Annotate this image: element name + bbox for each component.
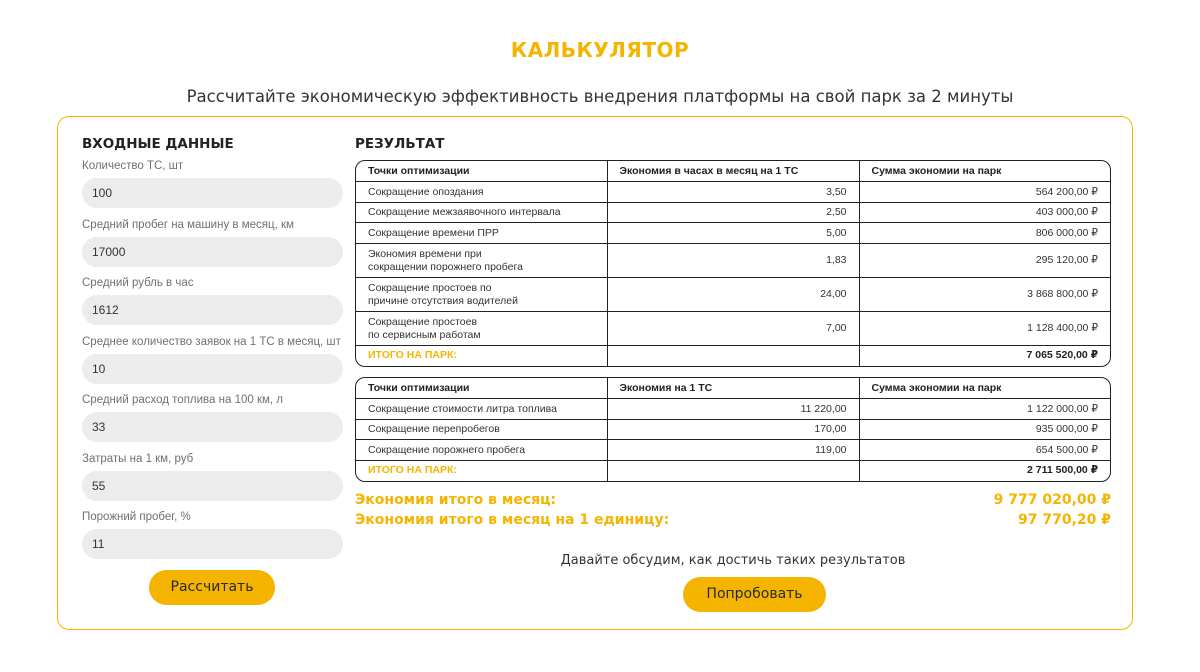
table-row <box>356 440 1110 461</box>
field-label-orders: Среднее количество заявок на 1 ТС в месяц, шт <box>82 336 341 348</box>
row-sum: 403 000,00 ₽ <box>859 203 1110 223</box>
total-label: ИТОГО НА ПАРК: <box>356 346 607 366</box>
table-header-cell: Экономия в часах в месяц на 1 ТС <box>607 161 859 182</box>
row-name-line: сокращении порожнего пробега <box>368 260 523 273</box>
summary-month-label: Экономия итого в месяц: <box>355 492 557 508</box>
mileage-input[interactable] <box>82 237 343 267</box>
row-value: 5,00 <box>607 223 859 244</box>
row-value: 1,83 <box>607 244 859 278</box>
table-row <box>356 182 1110 203</box>
page-subtitle: Рассчитайте экономическую эффективность внедрения платформы на свой парк за 2 минуты <box>186 87 1014 106</box>
row-name: Сокращение порожнего пробега <box>356 440 607 461</box>
row-name-line: причине отсутствия водителей <box>368 294 518 307</box>
field-label-cost-per-km: Затраты на 1 км, руб <box>82 453 194 465</box>
fuel-consumption-input[interactable] <box>82 412 343 442</box>
table-row <box>356 312 1110 346</box>
table-row <box>356 420 1110 440</box>
table-header-cell: Сумма экономии на парк <box>859 161 1110 182</box>
table-row <box>356 203 1110 223</box>
unit-savings-table <box>355 377 1111 482</box>
table-header <box>356 378 1110 399</box>
row-value: 3,50 <box>607 182 859 203</box>
row-name <box>356 278 607 312</box>
row-name: Сокращение опоздания <box>356 182 607 203</box>
row-sum: 295 120,00 ₽ <box>859 244 1110 278</box>
summary-per-unit-label: Экономия итого в месяц на 1 единицу: <box>355 512 670 528</box>
summary-per-unit-value: 97 770,20 ₽ <box>1018 512 1111 528</box>
row-sum: 935 000,00 ₽ <box>859 420 1110 440</box>
row-sum: 1 128 400,00 ₽ <box>859 312 1110 346</box>
row-name-line: по сервисным работам <box>368 328 481 341</box>
row-sum: 3 868 800,00 ₽ <box>859 278 1110 312</box>
empty-mileage-input[interactable] <box>82 529 343 559</box>
row-value: 119,00 <box>607 440 859 461</box>
row-name: Сокращение межзаявочного интервала <box>356 203 607 223</box>
row-name-line: Экономия времени при <box>368 247 482 260</box>
row-value: 24,00 <box>607 278 859 312</box>
row-sum: 654 500,00 ₽ <box>859 440 1110 461</box>
table-row <box>356 244 1110 278</box>
row-name: Сокращение стоимости литра топлива <box>356 399 607 420</box>
row-sum: 1 122 000,00 ₽ <box>859 399 1110 420</box>
table-header-cell: Сумма экономии на парк <box>859 378 1110 399</box>
summary-month-value: 9 777 020,00 ₽ <box>993 492 1111 508</box>
row-value: 7,00 <box>607 312 859 346</box>
table-header-cell: Точки оптимизации <box>356 161 607 182</box>
table-row <box>356 399 1110 420</box>
row-name-line: Сокращение простоев <box>368 315 478 328</box>
result-section-title: РЕЗУЛЬТАТ <box>355 136 445 152</box>
field-label-vehicle-count: Количество ТС, шт <box>82 160 184 172</box>
discuss-text: Давайте обсудим, как достичь таких результатов <box>560 553 906 568</box>
table-header <box>356 161 1110 182</box>
table-header-cell: Экономия на 1 ТС <box>607 378 859 399</box>
table-total-row <box>356 346 1110 366</box>
total-value: 7 065 520,00 ₽ <box>859 346 1110 366</box>
field-label-empty-mileage: Порожний пробег, % <box>82 511 191 523</box>
try-button[interactable]: Попробовать <box>683 577 826 612</box>
cost-per-km-input[interactable] <box>82 471 343 501</box>
total-empty-cell <box>607 346 859 366</box>
total-empty-cell <box>607 461 859 481</box>
row-value: 11 220,00 <box>607 399 859 420</box>
table-row <box>356 278 1110 312</box>
total-value: 2 711 500,00 ₽ <box>859 461 1110 481</box>
row-value: 170,00 <box>607 420 859 440</box>
row-sum: 806 000,00 ₽ <box>859 223 1110 244</box>
summary-month <box>355 492 1111 508</box>
row-name: Сокращение перепробегов <box>356 420 607 440</box>
orders-input[interactable] <box>82 354 343 384</box>
row-name: Сокращение времени ПРР <box>356 223 607 244</box>
hours-savings-table <box>355 160 1111 367</box>
field-label-fuel: Средний расход топлива на 100 км, л <box>82 394 283 406</box>
ruble-per-hour-input[interactable] <box>82 295 343 325</box>
field-label-ruble-per-hour: Средний рубль в час <box>82 277 194 289</box>
table-total-row <box>356 461 1110 481</box>
summary-per-unit <box>355 512 1111 528</box>
row-sum: 564 200,00 ₽ <box>859 182 1110 203</box>
row-value: 2,50 <box>607 203 859 223</box>
total-label: ИТОГО НА ПАРК: <box>356 461 607 481</box>
vehicle-count-input[interactable] <box>82 178 343 208</box>
calculate-button[interactable]: Рассчитать <box>149 570 275 605</box>
calculator-card <box>57 116 1133 630</box>
row-name <box>356 312 607 346</box>
input-section-title: ВХОДНЫЕ ДАННЫЕ <box>82 136 234 152</box>
row-name <box>356 244 607 278</box>
row-name-line: Сокращение простоев по <box>368 281 492 294</box>
field-label-mileage: Средний пробег на машину в месяц, км <box>82 219 294 231</box>
table-row <box>356 223 1110 244</box>
table-header-cell: Точки оптимизации <box>356 378 607 399</box>
page-title: КАЛЬКУЛЯТОР <box>510 38 690 62</box>
